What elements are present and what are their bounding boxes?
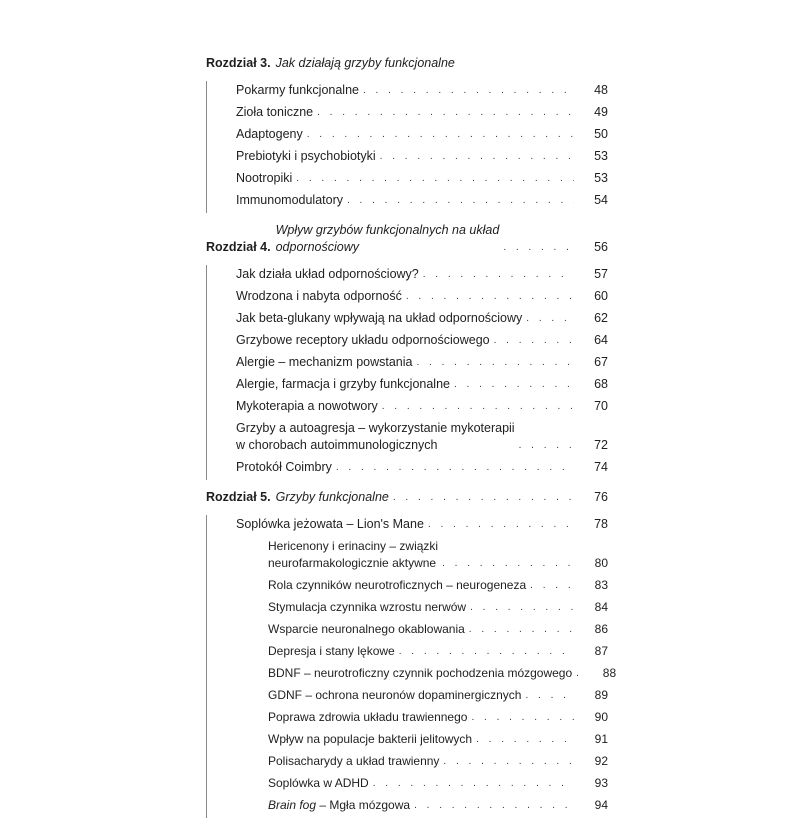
chapter-entries	[206, 265, 608, 480]
entry-text: Alergie, farmacja i grzyby funkcjonalne	[236, 377, 450, 391]
entry-text: Soplówka jeżowata – Lion's Mane	[236, 517, 424, 531]
toc-subentry	[207, 576, 608, 598]
chapter-heading	[206, 219, 608, 265]
leader-dots	[336, 463, 574, 473]
subentry-text-italic: Brain fog	[268, 798, 317, 812]
toc-entry	[207, 287, 608, 309]
entry-page: 62	[594, 311, 608, 325]
entry-page: 49	[594, 105, 608, 119]
leader-dots	[373, 779, 574, 789]
entry-text: Nootropiki	[236, 171, 293, 185]
entry-text: Protokół Coimbry	[236, 460, 332, 474]
leader-dots	[414, 801, 574, 811]
leader-dots	[530, 581, 574, 591]
subentry-page: 87	[594, 644, 608, 658]
leader-dots	[406, 292, 574, 302]
subentry-page: 94	[594, 798, 608, 812]
subentry-text: Poprawa zdrowia układu trawiennego	[268, 710, 468, 724]
leader-dots	[442, 559, 574, 569]
leader-dots	[471, 713, 574, 723]
entry-text: Immunomodulatory	[236, 193, 343, 207]
leader-dots	[503, 243, 574, 253]
subentry-text: Wsparcie neuronalnego okablowania	[268, 622, 465, 636]
chapter-heading	[206, 52, 608, 81]
entry-text-line2: w chorobach autoimmunologicznych	[236, 438, 438, 452]
subentry-text: Polisacharydy a układ trawienny	[268, 754, 440, 768]
entry-page: 53	[594, 149, 608, 163]
subentry-text: BDNF – neurotroficzny czynnik pochodzenia mózgowego	[268, 666, 573, 680]
leader-dots	[454, 380, 574, 390]
subentry-text-line1: Hericenony i erinaciny – związki	[268, 539, 439, 553]
leader-dots	[519, 441, 574, 451]
entry-text: Pokarmy funkcjonalne	[236, 83, 359, 97]
entry-text	[236, 420, 515, 454]
chapter-label: Rozdział 5.	[206, 490, 271, 504]
leader-dots	[428, 520, 574, 530]
leader-dots	[296, 174, 574, 184]
toc-subentry	[207, 642, 608, 664]
leader-dots	[494, 336, 574, 346]
subentry-page: 92	[594, 754, 608, 768]
entry-page: 72	[594, 438, 608, 452]
subentry-text: GDNF – ochrona neuronów dopaminergicznych	[268, 688, 522, 702]
toc-subentry	[207, 708, 608, 730]
chapter-title-line1: Wpływ grzybów funkcjonalnych na układ	[275, 223, 500, 237]
toc-subentry	[207, 686, 608, 708]
entry-page: 60	[594, 289, 608, 303]
chapter-entries	[206, 515, 617, 818]
leader-dots	[416, 358, 574, 368]
entry-page: 57	[594, 267, 608, 281]
chapter-label: Rozdział 3.	[206, 56, 271, 70]
chapter-title-line2: odpornościowy	[275, 240, 359, 254]
entry-text: Prebiotyki i psychobiotyki	[236, 149, 376, 163]
toc-entry	[207, 191, 608, 213]
leader-dots	[363, 86, 574, 96]
leader-dots	[476, 735, 574, 745]
leader-dots	[576, 669, 582, 679]
leader-dots	[380, 152, 574, 162]
leader-dots	[382, 402, 574, 412]
subentry-text-line2: neurofarmakologicznie aktywne	[268, 556, 437, 570]
entry-page: 68	[594, 377, 608, 391]
table-of-contents	[206, 52, 617, 824]
toc-subentry	[207, 620, 608, 642]
toc-subentry	[207, 774, 608, 796]
entry-text: Mykoterapia a nowotwory	[236, 399, 378, 413]
leader-dots	[525, 691, 574, 701]
subentry-page: 90	[594, 710, 608, 724]
chapter-3	[206, 52, 608, 213]
chapter-5	[206, 486, 617, 818]
toc-subentry	[207, 752, 608, 774]
toc-entry	[207, 331, 608, 353]
chapter-title: Jak działają grzyby funkcjonalne	[275, 56, 455, 70]
subentry-text: Wpływ na populacje bakterii jelitowych	[268, 732, 473, 746]
subentry-text	[268, 538, 438, 572]
subentry-text-rest: – Mgła mózgowa	[316, 798, 411, 812]
toc-entry	[207, 147, 608, 169]
entry-page: 67	[594, 355, 608, 369]
subentry-page: 93	[594, 776, 608, 790]
entry-page: 74	[594, 460, 608, 474]
chapter-page: 56	[594, 240, 608, 254]
subentry-text: Stymulacja czynnika wzrostu nerwów	[268, 600, 467, 614]
entry-page: 50	[594, 127, 608, 141]
entry-text: Zioła toniczne	[236, 105, 314, 119]
entry-page: 64	[594, 333, 608, 347]
leader-dots	[470, 603, 574, 613]
entry-text-line1: Grzyby a autoagresja – wykorzystanie mykoterapii	[236, 421, 515, 435]
toc-entry	[207, 375, 608, 397]
leader-dots	[526, 314, 574, 324]
toc-subentry	[207, 598, 608, 620]
toc-entry	[207, 397, 608, 419]
entry-page: 78	[594, 517, 608, 531]
chapter-heading	[206, 486, 608, 515]
toc-entry	[207, 125, 608, 147]
toc-subentry	[207, 796, 608, 818]
chapter-4	[206, 219, 608, 480]
subentry-page: 88	[602, 666, 617, 680]
leader-dots	[469, 625, 574, 635]
subentry-page: 89	[594, 688, 608, 702]
toc-entry	[207, 458, 608, 480]
toc-subentry	[207, 664, 617, 686]
entry-page: 48	[594, 83, 608, 97]
toc-entry	[207, 353, 608, 375]
entry-text: Adaptogeny	[236, 127, 303, 141]
chapter-label: Rozdział 4.	[206, 240, 271, 254]
toc-entry	[207, 265, 608, 287]
toc-entry	[207, 169, 608, 191]
toc-entry	[207, 309, 608, 331]
leader-dots	[307, 130, 574, 140]
subentry-text: Depresja i stany lękowe	[268, 644, 395, 658]
subentry-text: Rola czynników neurotroficznych – neurogeneza	[268, 578, 527, 592]
entry-page: 53	[594, 171, 608, 185]
leader-dots	[393, 493, 574, 503]
toc-entry	[207, 103, 608, 125]
chapter-title: Grzyby funkcjonalne	[275, 490, 389, 504]
entry-text: Jak beta-glukany wpływają na układ odpornościowy	[236, 311, 523, 325]
toc-entry	[207, 419, 608, 458]
toc-entry	[207, 515, 608, 537]
subentry-page: 80	[594, 556, 608, 570]
subentry-page: 86	[594, 622, 608, 636]
chapter-entries	[206, 81, 608, 213]
subentry-page: 84	[594, 600, 608, 614]
toc-subentry	[207, 730, 608, 752]
leader-dots	[347, 196, 574, 206]
subentry-page: 91	[594, 732, 608, 746]
leader-dots	[443, 757, 574, 767]
entry-page: 70	[594, 399, 608, 413]
chapter-page: 76	[594, 490, 608, 504]
subentry-page: 83	[594, 578, 608, 592]
entry-text: Jak działa układ odpornościowy?	[236, 267, 419, 281]
chapter-title	[276, 222, 500, 256]
subentry-text: Soplówka w ADHD	[268, 776, 369, 790]
toc-entry	[207, 81, 608, 103]
leader-dots	[399, 647, 574, 657]
entry-text: Wrodzona i nabyta odporność	[236, 289, 402, 303]
leader-dots	[317, 108, 574, 118]
toc-subentry	[207, 537, 608, 576]
entry-page: 54	[594, 193, 608, 207]
chapter-title-wrap	[276, 222, 608, 256]
entry-text: Alergie – mechanizm powstania	[236, 355, 413, 369]
entry-text: Grzybowe receptory układu odpornościowego	[236, 333, 490, 347]
leader-dots	[423, 270, 574, 280]
